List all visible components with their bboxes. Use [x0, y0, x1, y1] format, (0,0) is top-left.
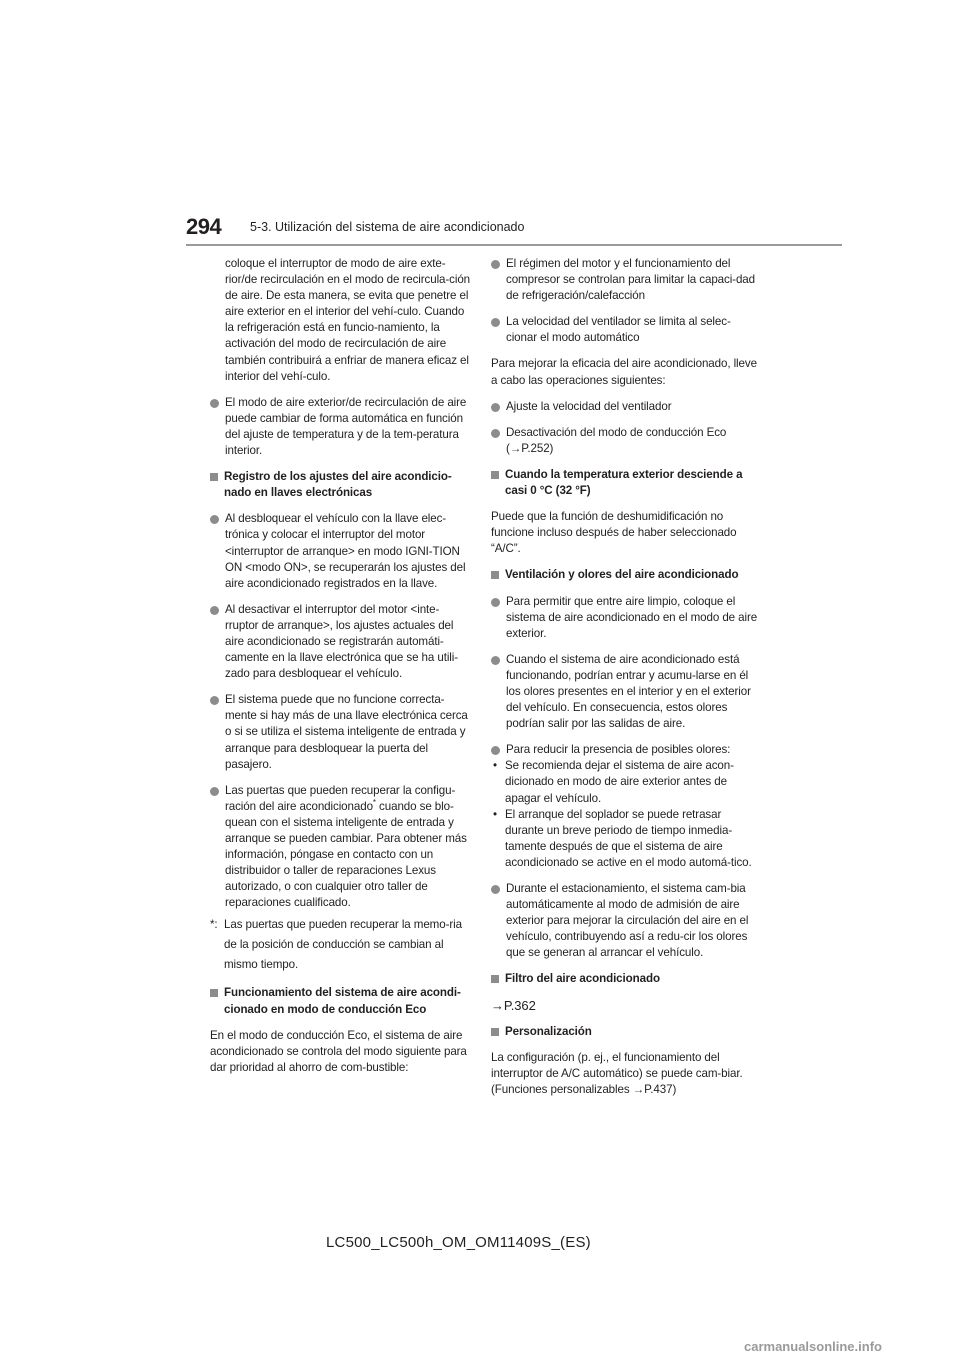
list-item	[210, 783, 472, 912]
page-reference-link[interactable]: →P.362	[491, 997, 536, 1013]
section-title: 5-3. Utilización del sistema de aire acondicionado	[250, 220, 525, 234]
bullet-text: El modo de aire exterior/de recirculación de aire puede cambiar de forma automática en función del ajuste de temperatura y de la tem-peratura interior.	[225, 395, 467, 458]
bullet-text: La velocidad del ventilador se limita al selec-cionar el modo automático	[506, 315, 731, 345]
list-item	[210, 692, 472, 772]
footnote-text: Las puertas que pueden recuperar la memo-ria de la posición de conducción se cambian al mismo tiempo.	[224, 918, 462, 972]
paragraph: En el modo de conducción Eco, el sistema de aire acondicionado se controla del modo siguiente para dar prioridad al ahorro de com-bustible:	[210, 1028, 467, 1074]
bullet-text: Desactivación del modo de conducción Eco	[506, 425, 727, 439]
list-item	[491, 594, 761, 642]
footnote	[210, 915, 472, 975]
bullet-text-cont: cuando se blo-quean con el sistema inteligente de entrada y arranque se pueden cambiar. Para obtener más información, póngase en contacto con un distribuidor o taller de reparaciones Lexus autorizado, o con cualquier otro taller de reparaciones cualificado.	[225, 799, 467, 910]
sub-bullet-mark: •	[493, 759, 497, 773]
section-heading	[491, 467, 761, 499]
bullet-icon	[210, 696, 219, 705]
bullet-text: El régimen del motor y el funcionamiento del compresor se controlan para limitar la capaci-dad de refrigeración/calefacción	[506, 257, 755, 303]
list-item	[491, 425, 761, 457]
list-item	[491, 314, 761, 346]
bullet-text: Ajuste la velocidad del ventilador	[506, 399, 672, 413]
bullet-icon	[491, 429, 500, 438]
square-bullet-icon	[210, 989, 218, 997]
list-item	[210, 395, 472, 459]
watermark: carmanualsonline.info	[744, 1339, 882, 1354]
footnote-mark: *:	[210, 918, 218, 932]
bullet-icon	[491, 885, 500, 894]
bullet-icon	[491, 260, 500, 269]
bullet-icon	[491, 656, 500, 665]
bullet-text: Durante el estacionamiento, el sistema cam-bia automáticamente al modo de admisión de aire exterior para mejorar la circulación del aire en el vehículo, contribuyendo así a redu-cir los olores que se generan al arrancar el vehículo.	[506, 882, 749, 960]
page-number: 294	[186, 214, 222, 239]
intro-continuation: coloque el interruptor de modo de aire exte-rior/de recirculación en el modo de recircula-ción de aire. De esta manera, se evita que penetre el aire exterior en el interior del vehí-culo. Cuando la refrigeración está en funcio-namiento, la activación del modo de recirculación de aire también contribuirá a enfriar de manera eficaz el interior del vehí-culo.	[225, 257, 471, 383]
sub-list-item	[491, 758, 761, 806]
square-bullet-icon	[491, 975, 499, 983]
footer-model-code: LC500_LC500h_OM_OM11409S_(ES)	[326, 1234, 591, 1251]
bullet-text: Para permitir que entre aire limpio, coloque el sistema de aire acondicionado en el modo de aire exterior.	[506, 594, 758, 640]
heading-text: Filtro del aire acondicionado	[505, 972, 660, 986]
paragraph: (Funciones personalizables →P.437)	[491, 1082, 677, 1096]
right-column	[491, 256, 761, 1108]
bullet-icon	[491, 598, 500, 607]
bullet-icon	[210, 399, 219, 408]
bullet-text: El sistema puede que no funcione correcta-mente si hay más de una llave electrónica cerca o si se utiliza el sistema inteligente de entrada y arranque para desbloquear la puerta del pasajero.	[225, 693, 468, 771]
square-bullet-icon	[491, 1028, 499, 1036]
bullet-text: Al desactivar el interruptor del motor <inte-rruptor de arranque>, los ajustes actuales del aire acondicionado se registrarán automáti-camente en la llave electrónica que se ha utili-zado para desbloquear el vehículo.	[225, 602, 459, 681]
bullet-icon	[210, 606, 219, 615]
heading-text: Personalización	[505, 1024, 592, 1038]
page-reference-link[interactable]: (→P.252)	[506, 441, 554, 455]
footnote-ref: *	[372, 797, 376, 807]
bullet-icon	[210, 787, 219, 796]
bullet-icon	[491, 318, 500, 327]
section-heading	[491, 1024, 761, 1040]
list-item	[491, 881, 761, 961]
list-item	[210, 602, 472, 682]
list-item	[491, 742, 761, 871]
section-heading	[210, 985, 472, 1017]
left-column	[210, 256, 472, 1086]
heading-text: Funcionamiento del sistema de aire acondi-cionado en modo de conducción Eco	[224, 986, 461, 1016]
paragraph: Puede que la función de deshumidificación no funcione incluso después de haber seleccionado “A/C”.	[491, 510, 737, 556]
heading-text: Ventilación y olores del aire acondicionado	[505, 568, 739, 582]
paragraph: Para mejorar la eficacia del aire acondicionado, lleve a cabo las operaciones siguientes:	[491, 357, 757, 387]
heading-text: Cuando la temperatura exterior desciende a casi 0 °C (32 °F)	[505, 467, 743, 498]
sub-bullet-mark: •	[493, 807, 497, 821]
bullet-icon	[491, 746, 500, 755]
bullet-text: Cuando el sistema de aire acondicionado está funcionando, podrían entrar y acumu-larse en él los olores presentes en el interior y en el exterior del vehículo. En consecuencia, estos olores podrían salir por las salidas de aire.	[506, 652, 751, 731]
bullet-icon	[491, 403, 500, 412]
header-rule	[186, 244, 842, 246]
sub-list-item	[491, 807, 761, 871]
sub-text: El arranque del soplador se puede retrasar durante un breve periodo de tiempo inmedia-tamente después de que el sistema de aire acondicionado se active en el modo automá-tico.	[505, 807, 752, 869]
paragraph: La configuración (p. ej., el funcionamiento del interruptor de A/C automático) se puede cam-biar.	[491, 1050, 743, 1080]
sub-text: Se recomienda dejar el sistema de aire acon-dicionado en modo de aire exterior antes de apagar el vehículo.	[505, 759, 734, 805]
square-bullet-icon	[491, 571, 499, 579]
heading-text: Registro de los ajustes del aire acondicio-nado en llaves electrónicas	[224, 470, 452, 500]
list-item	[491, 652, 761, 732]
list-item	[491, 399, 761, 415]
section-heading	[491, 971, 761, 987]
square-bullet-icon	[210, 473, 218, 481]
square-bullet-icon	[491, 471, 499, 479]
bullet-text: Al desbloquear el vehículo con la llave elec-trónica y colocar el interruptor del motor <interruptor de arranque> en modo IGNI-TION ON <modo ON>, se recuperarán los ajustes del aire acondicionado registrados en la llave.	[225, 512, 466, 590]
bullet-text: Para reducir la presencia de posibles olores:	[506, 743, 731, 757]
section-heading	[491, 567, 761, 583]
section-heading	[210, 469, 472, 501]
bullet-icon	[210, 515, 219, 524]
list-item	[210, 511, 472, 591]
bullet-text: Las puertas que pueden recuperar la configu-ración del aire acondicionado	[225, 783, 456, 813]
list-item	[491, 256, 761, 304]
